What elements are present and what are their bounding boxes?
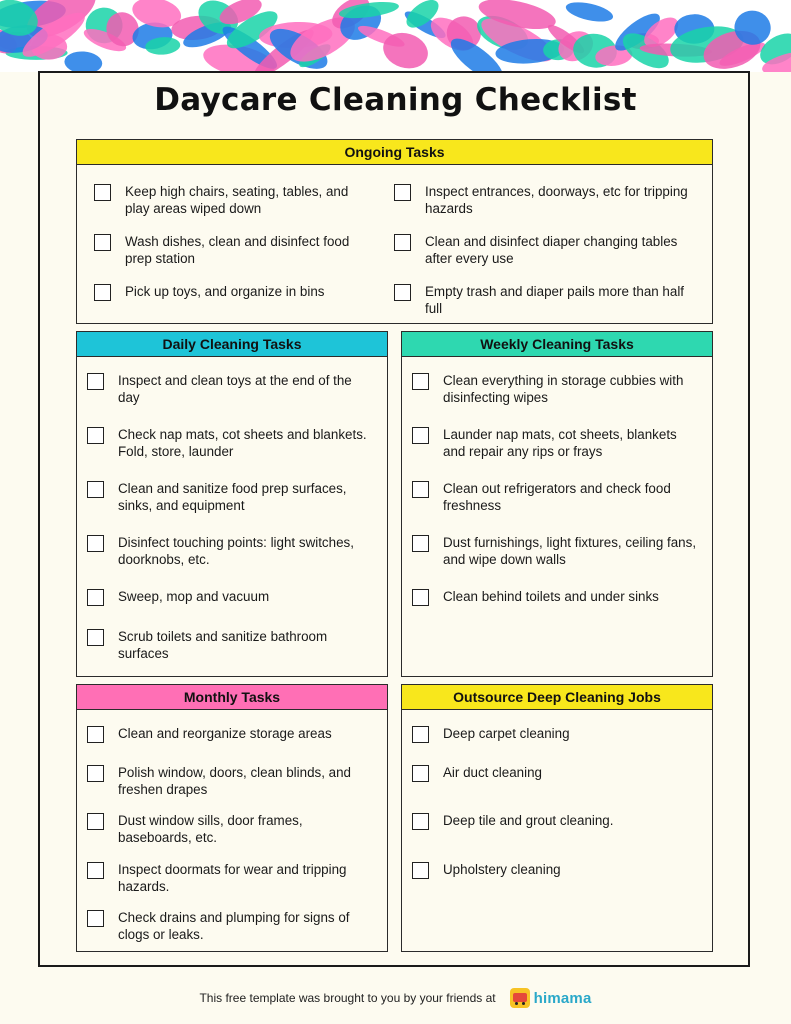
checkbox[interactable] xyxy=(87,589,104,606)
item-label: Pick up toys, and organize in bins xyxy=(125,284,325,299)
list-item[interactable] xyxy=(87,372,372,406)
page-title: Daycare Cleaning Checklist xyxy=(154,82,637,118)
item-label: Dust furnishings, light fixtures, ceiling fans, and wipe down walls xyxy=(443,535,697,567)
item-label: Disinfect touching points: light switches, doorknobs, etc. xyxy=(118,535,354,567)
checkbox[interactable] xyxy=(87,813,104,830)
list-item[interactable] xyxy=(87,764,372,798)
checkbox[interactable] xyxy=(412,481,429,498)
item-label: Check nap mats, cot sheets and blankets. Fold, store, launder xyxy=(118,427,367,459)
checkbox[interactable] xyxy=(87,481,104,498)
item-label: Wash dishes, clean and disinfect food prep station xyxy=(125,234,350,266)
list-item[interactable] xyxy=(87,725,372,743)
list-item[interactable] xyxy=(87,909,372,943)
section-header-ongoing: Ongoing Tasks xyxy=(77,140,712,165)
list-item[interactable] xyxy=(394,183,694,217)
item-label: Clean and reorganize storage areas xyxy=(118,726,332,741)
item-label: Clean and disinfect diaper changing tables after every use xyxy=(425,234,678,266)
checkbox[interactable] xyxy=(412,427,429,444)
decorative-banner xyxy=(0,0,791,72)
item-label: Inspect and clean toys at the end of the day xyxy=(118,373,352,405)
list-item[interactable] xyxy=(412,764,702,782)
list-item[interactable] xyxy=(87,588,372,606)
list-item[interactable] xyxy=(412,588,702,606)
list-item[interactable] xyxy=(87,628,372,662)
checkbox[interactable] xyxy=(87,629,104,646)
item-label: Empty trash and diaper pails more than half full xyxy=(425,284,685,316)
list-item[interactable] xyxy=(412,426,702,460)
checkbox[interactable] xyxy=(394,234,411,251)
section-daily-tasks xyxy=(76,331,388,677)
item-label: Upholstery cleaning xyxy=(443,862,561,877)
item-label: Inspect entrances, doorways, etc for tripping hazards xyxy=(425,184,688,216)
checkbox[interactable] xyxy=(87,910,104,927)
item-label: Deep carpet cleaning xyxy=(443,726,570,741)
list-item[interactable] xyxy=(412,372,702,406)
item-label: Inspect doormats for wear and tripping hazards. xyxy=(118,862,347,894)
logo-text: himama xyxy=(533,989,592,1007)
footer xyxy=(0,984,791,1012)
checkbox[interactable] xyxy=(87,427,104,444)
list-item[interactable] xyxy=(87,426,372,460)
item-label: Scrub toilets and sanitize bathroom surfaces xyxy=(118,629,328,661)
item-label: Launder nap mats, cot sheets, blankets and repair any rips or frays xyxy=(443,427,677,459)
checkbox[interactable] xyxy=(394,184,411,201)
checkbox[interactable] xyxy=(394,284,411,301)
train-icon xyxy=(510,988,530,1008)
checkbox[interactable] xyxy=(94,284,111,301)
list-item[interactable] xyxy=(412,812,702,830)
section-monthly-tasks xyxy=(76,684,388,952)
list-item[interactable] xyxy=(394,283,694,317)
list-item[interactable] xyxy=(412,861,702,879)
section-header-outsource: Outsource Deep Cleaning Jobs xyxy=(402,685,712,710)
checkbox[interactable] xyxy=(87,373,104,390)
checkbox[interactable] xyxy=(94,184,111,201)
item-label: Sweep, mop and vacuum xyxy=(118,589,270,604)
list-item[interactable] xyxy=(87,480,372,514)
section-header-monthly: Monthly Tasks xyxy=(77,685,387,710)
item-label: Polish window, doors, clean blinds, and freshen drapes xyxy=(118,765,351,797)
item-label: Deep tile and grout cleaning. xyxy=(443,813,614,828)
footer-text: This free template was brought to you by your friends at xyxy=(199,991,496,1005)
section-outsource-jobs xyxy=(401,684,713,952)
item-label: Clean out refrigerators and check food freshness xyxy=(443,481,671,513)
checkbox[interactable] xyxy=(87,535,104,552)
list-item[interactable] xyxy=(94,233,364,267)
checkbox[interactable] xyxy=(412,765,429,782)
item-label: Clean behind toilets and under sinks xyxy=(443,589,659,604)
item-label: Air duct cleaning xyxy=(443,765,542,780)
checkbox[interactable] xyxy=(412,535,429,552)
item-label: Dust window sills, door frames, baseboards, etc. xyxy=(118,813,303,845)
list-item[interactable] xyxy=(94,183,364,217)
list-item[interactable] xyxy=(87,861,372,895)
checkbox[interactable] xyxy=(94,234,111,251)
list-item[interactable] xyxy=(412,725,702,743)
item-label: Keep high chairs, seating, tables, and play areas wiped down xyxy=(125,184,349,216)
list-item[interactable] xyxy=(87,534,372,568)
section-ongoing-tasks xyxy=(76,139,713,324)
checkbox[interactable] xyxy=(412,726,429,743)
checkbox[interactable] xyxy=(87,726,104,743)
list-item[interactable] xyxy=(412,480,702,514)
brushstroke-pattern xyxy=(0,0,791,72)
item-label: Clean everything in storage cubbies with disinfecting wipes xyxy=(443,373,691,405)
item-label: Check drains and plumping for signs of clogs or leaks. xyxy=(118,910,350,942)
list-item[interactable] xyxy=(87,812,372,846)
checkbox[interactable] xyxy=(412,373,429,390)
item-label: Clean and sanitize food prep surfaces, sinks, and equipment xyxy=(118,481,347,513)
checkbox[interactable] xyxy=(412,862,429,879)
himama-logo[interactable] xyxy=(510,988,592,1008)
list-item[interactable] xyxy=(94,283,364,301)
section-header-daily: Daily Cleaning Tasks xyxy=(77,332,387,357)
list-item[interactable] xyxy=(394,233,694,267)
checkbox[interactable] xyxy=(87,765,104,782)
checkbox[interactable] xyxy=(412,589,429,606)
list-item[interactable] xyxy=(412,534,702,568)
section-weekly-tasks xyxy=(401,331,713,677)
section-header-weekly: Weekly Cleaning Tasks xyxy=(402,332,712,357)
checkbox[interactable] xyxy=(87,862,104,879)
checkbox[interactable] xyxy=(412,813,429,830)
